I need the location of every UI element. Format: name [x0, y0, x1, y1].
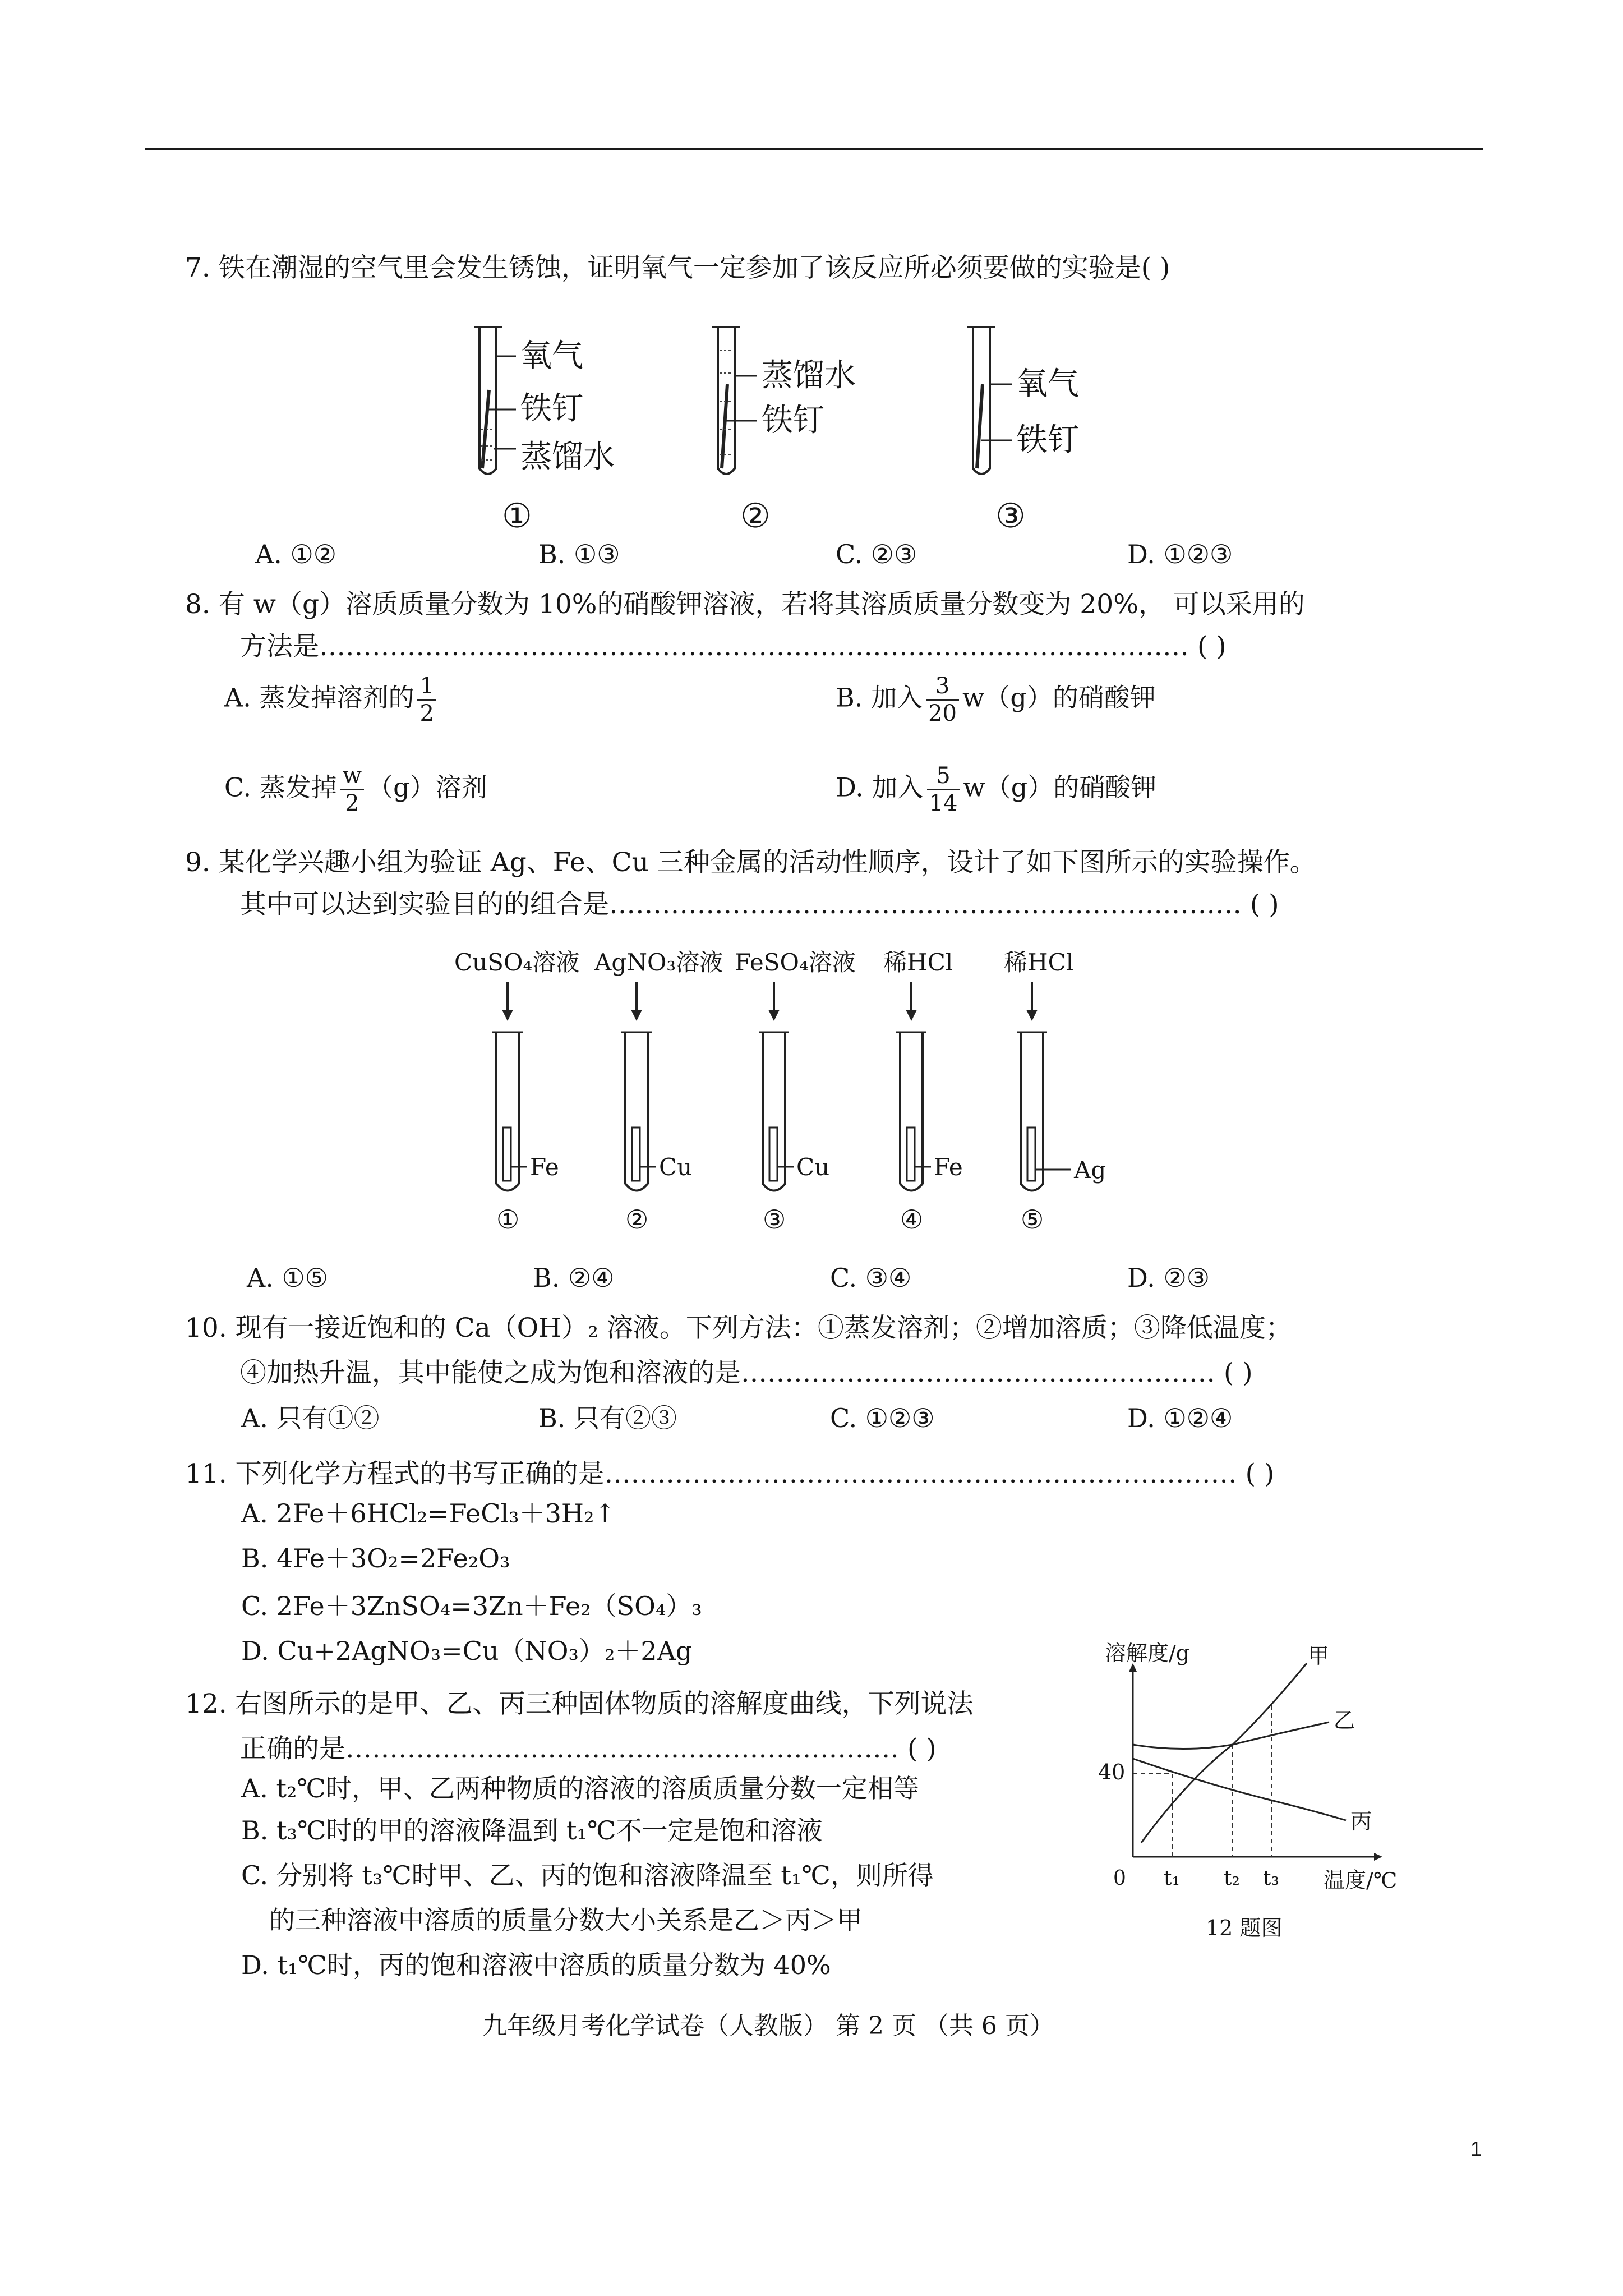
q9-num-1: ①	[496, 1204, 520, 1235]
q12-option-c: C. 分别将 t₃℃时甲、乙、丙的饱和溶液降温至 t₁℃，则所得	[241, 1860, 934, 1890]
q9-option-a: A. ①⑤	[247, 1263, 328, 1293]
page-number: 1	[1470, 2137, 1482, 2160]
q12-option-b: B. t₃℃时的甲的溶液降温到 t₁℃不一定是饱和溶液	[241, 1815, 823, 1846]
q12-solubility-chart	[1094, 1638, 1408, 1952]
fraction: $\frac{5}{14}$	[927, 763, 960, 816]
q9-tube-3	[735, 949, 856, 1235]
q9-tube-2	[594, 949, 723, 1235]
page-footer: 九年级月考化学试卷（人教版） 第 2 页 （共 6 页）	[482, 2012, 1054, 2040]
q9-option-b: B. ②④	[533, 1263, 615, 1293]
chart-xlabel: 温度/℃	[1324, 1868, 1398, 1893]
tube3-label-oxygen: 氧气	[1016, 366, 1079, 402]
q11-option-c: C. 2Fe＋3ZnSO₄=3Zn＋Fe₂（SO₄）₃	[241, 1591, 702, 1621]
q9-reagent-1: CuSO₄溶液	[454, 949, 580, 976]
q8-line2: 方法是……………………………………………………………………………………… ( )	[240, 631, 1227, 662]
legend-bing: 丙	[1350, 1809, 1372, 1834]
header-rule	[145, 148, 1483, 150]
q11-option-d: D. Cu+2AgNO₃=Cu（NO₃）₂＋2Ag	[241, 1636, 693, 1666]
legend-yi: 乙	[1334, 1708, 1355, 1733]
q9-option-c: C. ③④	[830, 1263, 912, 1293]
chart-xtick-t2: t₂	[1224, 1867, 1240, 1890]
q8-option-b: B. 加入 $\frac{3}{20}$ w（g）的硝酸钾	[836, 673, 1156, 726]
curve-bing	[1133, 1759, 1346, 1820]
q9-tube-5	[1004, 949, 1106, 1235]
q7-option-a: A. ①②	[255, 539, 336, 569]
q9-num-4: ④	[900, 1204, 924, 1235]
q9-metal-3: Cu	[796, 1153, 830, 1181]
q9-option-d: D. ②③	[1127, 1263, 1210, 1293]
tube1-label-oxygen: 氧气	[520, 338, 583, 374]
tube1-label-water: 蒸馏水	[520, 439, 615, 475]
fraction: $\frac{1}{2}$	[417, 673, 436, 726]
q7-option-d: D. ①②③	[1127, 539, 1233, 569]
q10-option-d: D. ①②④	[1127, 1403, 1233, 1433]
q8-option-d: D. 加入 $\frac{5}{14}$ w（g）的硝酸钾	[836, 763, 1157, 816]
q9-reagent-5: 稀HCl	[1004, 949, 1074, 976]
q10-line2: ④加热升温，其中能使之成为饱和溶液的是……………………………………………… ( )	[240, 1358, 1253, 1388]
q11-option-a: A. 2Fe＋6HCl₂=FeCl₃＋3H₂↑	[241, 1498, 616, 1529]
tube2-label-nail: 铁钉	[762, 402, 824, 439]
q7-tube-2	[712, 327, 856, 536]
q9-num-5: ⑤	[1021, 1204, 1044, 1235]
q9-metal-5: Ag	[1074, 1156, 1106, 1184]
q12-option-a: A. t₂℃时，甲、乙两种物质的溶液的溶质质量分数一定相等	[241, 1773, 919, 1803]
tube3-label-nail: 铁钉	[1016, 422, 1079, 458]
q7-stem: 7. 铁在潮湿的空气里会发生锈蚀，证明氧气一定参加了该反应所必须要做的实验是( )	[185, 252, 1170, 283]
q8-option-c: C. 蒸发掉 $\frac{w}{2}$ （g）溶剂	[224, 763, 487, 816]
q9-num-3: ③	[763, 1204, 786, 1235]
q7-tube-1	[474, 327, 615, 536]
q9-reagent-4: 稀HCl	[883, 949, 953, 976]
q12-line2: 正确的是……………………………………………………… ( )	[240, 1733, 937, 1764]
chart-xtick-t3: t₃	[1263, 1867, 1279, 1890]
tube1-number: ①	[502, 496, 532, 536]
q11-option-b: B. 4Fe＋3O₂=2Fe₂O₃	[241, 1543, 510, 1573]
q12-option-c-cont: 的三种溶液中溶质的质量分数大小关系是乙＞丙＞甲	[269, 1905, 863, 1935]
tube3-number: ③	[995, 496, 1026, 536]
curve-yi	[1133, 1722, 1329, 1749]
q9-line1: 9. 某化学兴趣小组为验证 Ag、Fe、Cu 三种金属的活动性顺序，设计了如下图所示的实验操作。	[185, 847, 1316, 878]
q7-option-b: B. ①③	[538, 539, 620, 569]
chart-caption: 12 题图	[1206, 1916, 1283, 1940]
q12-line1: 12. 右图所示的是甲、乙、丙三种固体物质的溶解度曲线，下列说法	[185, 1688, 974, 1719]
chart-ylabel: 溶解度/g	[1105, 1641, 1190, 1665]
q9-metal-4: Fe	[934, 1153, 963, 1181]
fraction: $\frac{3}{20}$	[926, 673, 959, 726]
legend-jia: 甲	[1308, 1644, 1330, 1668]
q9-metal-2: Cu	[659, 1153, 693, 1181]
q9-tube-1	[454, 949, 579, 1235]
q9-tube-4	[883, 949, 963, 1235]
q7-test-tubes-figure	[426, 311, 1155, 547]
q9-metal-1: Fe	[530, 1153, 559, 1181]
curve-jia	[1141, 1663, 1307, 1843]
chart-xtick-t1: t₁	[1164, 1867, 1180, 1890]
q10-option-b: B. 只有②③	[538, 1403, 677, 1433]
tube2-label-water: 蒸馏水	[762, 357, 856, 394]
chart-ytick-40: 40	[1098, 1760, 1126, 1784]
q8-option-a: A. 蒸发掉溶剂的 $\frac{1}{2}$	[224, 673, 440, 726]
fraction: $\frac{w}{2}$	[340, 763, 364, 816]
q10-option-c: C. ①②③	[830, 1403, 935, 1433]
q9-num-2: ②	[625, 1204, 649, 1235]
q7-tube-3	[967, 327, 1079, 536]
q10-option-a: A. 只有①②	[241, 1403, 380, 1433]
q11-stem: 11. 下列化学方程式的书写正确的是……………………………………………………………… ( )	[185, 1458, 1275, 1489]
tube1-label-nail: 铁钉	[520, 390, 583, 427]
chart-origin: 0	[1113, 1867, 1126, 1890]
tube2-number: ②	[740, 496, 771, 536]
q9-test-tubes-figure	[443, 942, 1144, 1257]
q9-reagent-2: AgNO₃溶液	[594, 949, 723, 976]
q10-line1: 10. 现有一接近饱和的 Ca（OH）₂ 溶液。下列方法：①蒸发溶剂；②增加溶质；③降低温度；	[185, 1313, 1292, 1343]
q7-option-c: C. ②③	[836, 539, 917, 569]
q8-line1: 8. 有 w（g）溶质质量分数为 10%的硝酸钾溶液，若将其溶质质量分数变为 20%， 可以采用的	[185, 589, 1305, 620]
q12-option-d: D. t₁℃时，丙的饱和溶液中溶质的质量分数为 40%	[241, 1950, 831, 1980]
q9-line2: 其中可以达到实验目的的组合是……………………………………………………………… ( )	[240, 889, 1279, 920]
q9-reagent-3: FeSO₄溶液	[735, 949, 856, 976]
